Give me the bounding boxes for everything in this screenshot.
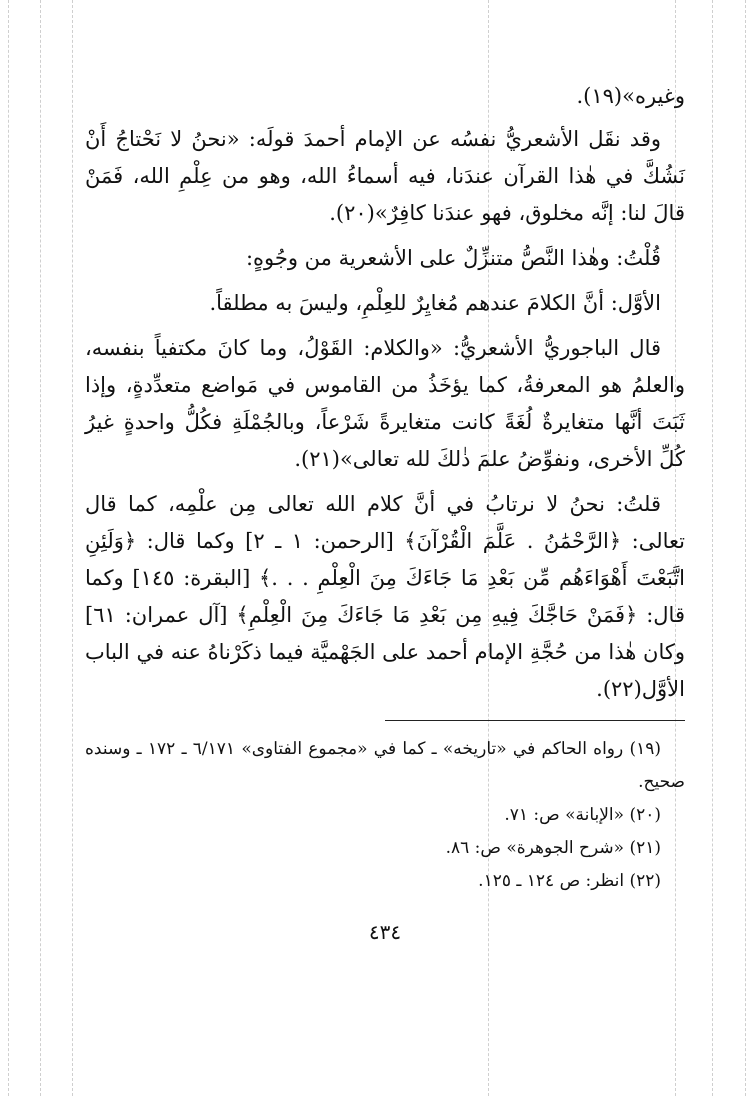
paragraph-note: قُلْتُ: وهٰذا النَّصُّ متنزِّلٌ على الأشعرية من وجُوهٍ: xyxy=(245,246,661,270)
footnote: (٢٠) «الإبانة» ص: ٧١. xyxy=(504,805,661,825)
paragraph-first-point: الأوَّل: أنَّ الكلامَ عندهم مُغايِرٌ للعِلْمِ، وليسَ به مطلقاً. xyxy=(209,291,661,315)
footnote: (٢٢) انظر: ص ١٢٤ ـ ١٢٥. xyxy=(478,871,661,891)
footnote: (٢١) «شرح الجوهرة» ص: ٨٦. xyxy=(445,838,661,858)
paragraph-continuation: وغيره»(١٩). xyxy=(576,84,685,108)
page-guide-line xyxy=(712,0,713,1096)
page-guide-line xyxy=(745,0,746,1096)
footnote-separator xyxy=(385,720,685,721)
page-guide-line xyxy=(72,0,73,1096)
footnote: (١٩) رواه الحاكم في «تاريخه» ـ كما في «مجموع الفتاوى» ٦/١٧١ ـ ١٧٢ ـ وسنده صحيح. xyxy=(85,739,685,792)
paragraph-bajuri-quote: قال الباجوريُّ الأشعريُّ: «والكلام: القَوْلُ، وما كانَ مكتفياً بنفسه، والعلمُ هو المعرفةُ، كما يؤخَذُ من القاموس في مَواضع متعدِّدةٍ، وإذا ثَبَتَ أنَّها متغايرةٌ لُغَةً كانت متغايرةً شَرْعاً، وبالجُمْلَةِ فكُلُّ واحدةٍ غيرُ كُلِّ الأخرى، ونفوِّضُ علمَ ذٰلكَ لله تعالى»(٢١). xyxy=(85,336,685,471)
page-guide-line xyxy=(40,0,41,1096)
page-guide-line xyxy=(8,0,9,1096)
book-page xyxy=(85,78,685,944)
paragraph-ashari-quote: وقد نقَل الأشعريُّ نفسُه عن الإمام أحمدَ قولَه: «نحنُ لا نَحْتاجُ أَنْ نَشُكَّ في هٰذا القرآن عندَنا، فيه أسماءُ الله، وهو من عِلْمِ الله، فَمَنْ قالَ لنا: إنَّه مخلوق، فهو عندَنا كافِرٌ»(٢٠). xyxy=(85,127,685,225)
paragraph-quran-verses: قلتُ: نحنُ لا نرتابُ في أنَّ كلام الله تعالى مِن علْمِه، كما قال تعالى: ﴿الرَّحْمَٰنُ . عَلَّمَ الْقُرْآنَ﴾ [الرحمن: ١ ـ ٢] وكما قال: ﴿وَلَئِنِ اتَّبَعْتَ أَهْوَاءَهُم مِّن بَعْدِ مَا جَاءَكَ مِنَ الْعِلْمِ . . .﴾ [البقرة: ١٤٥] وكما قال: ﴿فَمَنْ حَاجَّكَ فِيهِ مِن بَعْدِ مَا جَاءَكَ مِنَ الْعِلْمِ﴾ [آل عمران: ٦١] وكان هٰذا من حُجَّةِ الإمام أحمد على الجَهْميَّة فيما ذكَرْناهُ عنه في الباب الأوَّل(٢٢). xyxy=(85,492,685,701)
page-number: ٤٣٤ xyxy=(368,920,402,944)
